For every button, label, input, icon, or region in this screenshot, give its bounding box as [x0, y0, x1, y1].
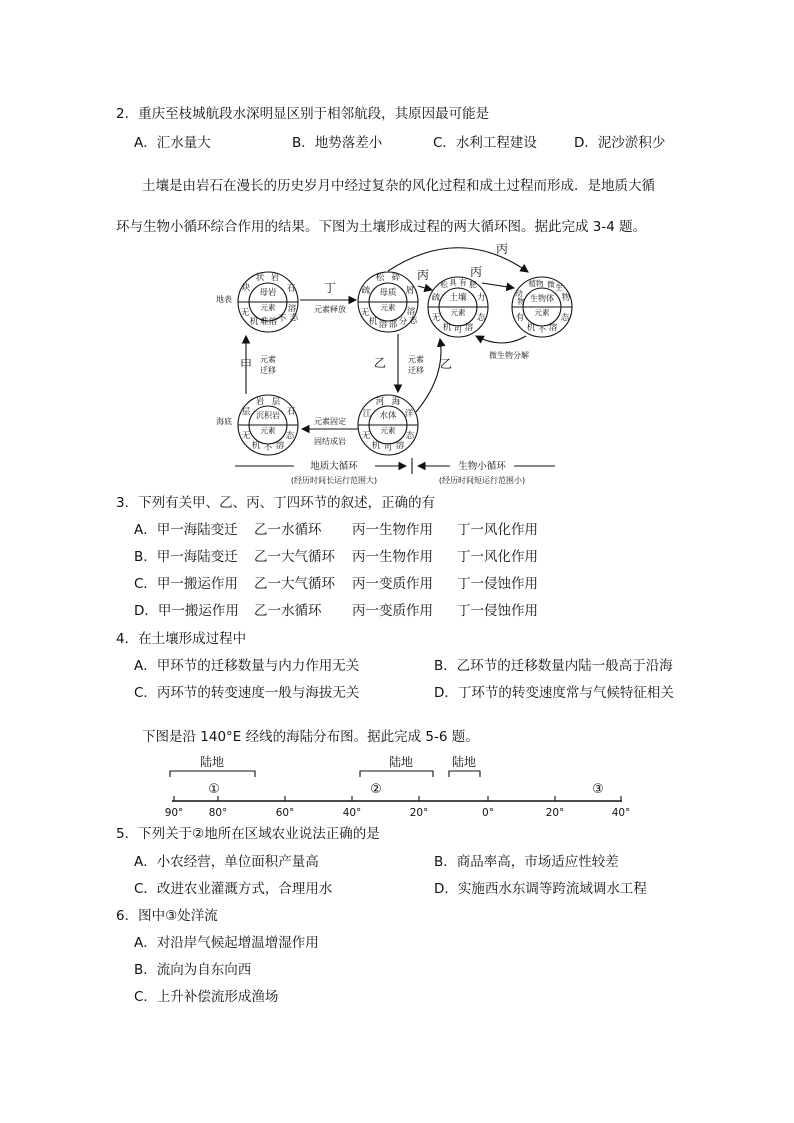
q4-stem: 4．在土壤形成过程中	[116, 631, 247, 647]
sediment-label-r: 石	[286, 407, 296, 417]
bio-label-in: 元素	[534, 308, 550, 317]
intro1-line1: 土壤是由岩石在漫长的历史岁月中经过复杂的风化过程和成土过程而形成．是地质大循	[142, 178, 655, 194]
label-migrate2-a: 元素	[408, 355, 424, 364]
regolith-label-in: 元素	[380, 303, 396, 312]
land-bracket-2	[360, 771, 433, 777]
tick-label-40: 40°	[342, 807, 362, 819]
soil-label-in: 元素	[450, 308, 466, 317]
arrow-label-yi2: 乙	[439, 357, 453, 371]
q5-stem: 5．下列关于②地所在区域农业说法正确的是	[116, 826, 380, 842]
regolith-label-b2: 溶	[378, 320, 388, 330]
q3-row-c-bing: 丙一变质作用	[352, 576, 433, 592]
label-release: 元素释放	[314, 305, 346, 314]
q3-stem: 3．下列有关甲、乙、丙、丁四环节的叙述，正确的有	[116, 495, 436, 511]
point-2: ②	[370, 782, 382, 797]
water-label-b2: 可	[383, 443, 393, 453]
label-decompose: 微生物分解	[489, 351, 529, 360]
q6-option-b: B．流向为自东向西	[134, 962, 252, 978]
q4-option-d: D．丁环节的转变速度常与气候特征相关	[434, 685, 674, 701]
water-label-l: 江	[362, 409, 372, 419]
q3-row-c-jia: C．甲一搬运作用	[134, 576, 238, 592]
q3-row-c-yi: 乙一大气循环	[254, 576, 335, 592]
q4-option-c: C．丙环节的转变速度一般与海拔无关	[134, 685, 360, 701]
soil-label-t1: 松	[440, 280, 448, 289]
arrow-bing-a	[418, 286, 432, 290]
bio-label-l1: 动	[515, 289, 523, 298]
water-label-mid: 水体	[379, 411, 397, 421]
arrow-label-bing1: 丙	[495, 242, 509, 256]
regolith-label-r: 屑	[405, 286, 415, 296]
regolith-label-mid: 母质	[379, 288, 397, 298]
rock-label-c: 块	[241, 283, 251, 293]
q3-row-b-ding: 丁一风化作用	[457, 549, 538, 565]
regolith-label-ll: 无	[360, 308, 370, 318]
tick-label-80: 80°	[208, 807, 228, 819]
q3-row-b-bing: 丙一生物作用	[352, 549, 433, 565]
bio-label-b2: 不	[537, 325, 547, 335]
land-bracket-3	[449, 771, 480, 777]
q5-option-b: B．商品率高，市场适应性较差	[434, 854, 619, 870]
label-seafloor: 海底	[216, 417, 232, 426]
arrow-label-bing2: 丙	[416, 268, 430, 282]
land-sea-strip	[160, 750, 640, 820]
q3-row-a-ding: 丁一风化作用	[457, 522, 538, 538]
sediment-label-in: 元素	[260, 426, 276, 435]
rock-label-b2: 难	[259, 317, 269, 327]
label-fix2: 固结成岩	[314, 437, 346, 446]
bio-label-r1: 物	[561, 293, 571, 303]
regolith-label-l: 疏	[361, 286, 371, 296]
water-label-b3: 溶	[395, 441, 405, 451]
rock-label-mid: 母岩	[259, 288, 277, 298]
regolith-label-b1: 机	[368, 317, 378, 327]
label-migrate-a: 元素	[260, 355, 276, 364]
bio-label-b3: 溶	[548, 323, 558, 333]
q5-option-a: A．小农经营，单位面积产量高	[134, 854, 319, 870]
rock-label-t1: 状	[255, 273, 265, 283]
arrow-bing-b	[482, 283, 514, 288]
bio-label-rr: 态	[560, 313, 570, 323]
sediment-label-t1: 岩	[255, 397, 265, 407]
soil-label-mid: 土壤	[449, 293, 467, 303]
rock-label-x: 态	[289, 313, 299, 323]
land-label-3: 陆地	[451, 755, 477, 769]
q6-option-c: C．上升补偿流形成渔场	[134, 989, 279, 1005]
sediment-label-ll: 无	[241, 431, 251, 441]
tick-label-60: 60°	[275, 807, 295, 819]
rock-label-l: 无	[240, 308, 250, 318]
regolith-label-b3: 部	[388, 320, 398, 330]
sediment-label-b1: 机	[251, 441, 261, 451]
soil-label-r: 力	[476, 293, 486, 303]
sediment-label-b3: 溶	[275, 441, 285, 451]
bio-label-ll: 有	[515, 313, 525, 323]
q3-row-b-yi: 乙一大气循环	[254, 549, 335, 565]
q6-option-a: A．对沿岸气候起增温增湿作用	[134, 935, 319, 951]
label-geo-cycle: 地质大循环	[310, 461, 358, 472]
sediment-label-t2: 层	[271, 397, 281, 407]
q3-row-a-yi: 乙一水循环	[254, 522, 322, 538]
water-label-t1: 河	[375, 397, 385, 407]
q2-stem: 2．重庆至枝城航段水深明显区别于相邻航段，其原因最可能是	[116, 106, 490, 122]
intro2: 下图是沿 140°E 经线的海陆分布图。据此完成 5-6 题。	[142, 729, 479, 745]
q2-option-d: D．泥沙淤积少	[574, 135, 666, 151]
point-1: ①	[208, 782, 220, 797]
rock-label-rr: 溶	[287, 304, 297, 314]
tick-label-90: 90°	[164, 807, 184, 819]
rock-label-in: 元素	[260, 303, 276, 312]
q3-row-d-jia: D．甲一搬运作用	[134, 603, 239, 619]
q3-row-d-ding: 丁一侵蚀作用	[457, 603, 538, 619]
sediment-label-b2: 不	[263, 443, 273, 453]
regolith-label-t2: 碎	[391, 273, 401, 283]
soil-cycle-diagram	[210, 238, 590, 488]
soil-label-l: 疏	[431, 293, 441, 303]
land-label-2: 陆地	[388, 755, 414, 769]
bio-label-t3: 生	[555, 283, 563, 292]
regolith-label-rr: 溶	[406, 307, 416, 317]
q5-option-c: C．改进农业灌溉方式，合理用水	[134, 881, 333, 897]
water-label-b1: 机	[371, 441, 381, 451]
water-label-rr: 态	[405, 431, 415, 441]
q2-option-c: C．水利工程建设	[433, 135, 537, 151]
arrow-decompose	[476, 336, 526, 343]
soil-label-b1: 机	[442, 323, 452, 333]
q3-row-a-bing: 丙一生物作用	[352, 522, 433, 538]
soil-label-t2: 具	[449, 278, 457, 287]
tick-label-20s: 20°	[545, 807, 565, 819]
soil-label-t4: 有	[459, 278, 467, 287]
q3-row-a-jia: A．甲一海陆变迁	[134, 522, 238, 538]
land-bracket-1	[170, 771, 255, 777]
q2-option-a: A．汇水量大	[134, 135, 211, 151]
point-3: ③	[592, 782, 604, 797]
tick-label-20: 20°	[409, 807, 429, 819]
q4-option-a: A．甲环节的迁移数量与内力作用无关	[134, 658, 360, 674]
arrow-label-bing3: 丙	[469, 265, 483, 279]
label-bio-note: (经历时间短运行范围小)	[438, 476, 526, 485]
q4-option-b: B．乙环节的迁移数量内陆一般高于沿海	[434, 658, 673, 674]
rock-label-b3: 溶	[268, 317, 278, 327]
q3-row-c-ding: 丁一侵蚀作用	[457, 576, 538, 592]
bio-label-t1: 植物	[528, 279, 544, 288]
water-label-in: 元素	[380, 426, 396, 435]
land-label-1: 陆地	[199, 755, 225, 769]
sediment-label-rr: 态	[285, 431, 295, 441]
label-migrate2-b: 迁移	[408, 366, 424, 375]
label-bio-cycle: 生物小循环	[458, 461, 506, 472]
soil-label-b2: 可	[453, 325, 463, 335]
bio-label-l2: 物	[517, 297, 525, 306]
q3-row-b-jia: B．甲一海陆变迁	[134, 549, 238, 565]
label-geo-note: (经历时间长运行范围大)	[290, 476, 378, 485]
bio-label-b1: 机	[526, 323, 536, 333]
q5-option-d: D．实施西水东调等跨流域调水工程	[434, 881, 647, 897]
rock-label-r: 石	[286, 284, 296, 294]
q6-stem: 6．图中③处洋流	[116, 908, 218, 924]
label-fix1: 元素固定	[314, 417, 346, 426]
bio-label-t2: 微	[547, 280, 555, 289]
regolith-label-t1: 松	[375, 273, 385, 283]
arrow-label-jia: 甲	[239, 358, 253, 372]
arrow-label-ding: 丁	[323, 281, 337, 295]
rock-label-t2: 岩	[270, 273, 280, 283]
soil-label-rr: 态	[476, 313, 486, 323]
q3-row-d-yi: 乙一水循环	[254, 603, 322, 619]
regolith-label-x: 态	[408, 316, 418, 326]
rock-label-b4: 不	[277, 314, 287, 324]
water-label-r: 洋	[404, 409, 414, 419]
tick-label-40s: 40°	[611, 807, 631, 819]
q3-row-d-bing: 丙一变质作用	[352, 603, 433, 619]
rock-label-b: 机	[249, 317, 259, 327]
q2-option-b: B．地势落差小	[292, 135, 383, 151]
sediment-label-l: 层	[241, 407, 251, 417]
sediment-label-mid: 沉积岩	[256, 411, 280, 420]
arrow-yi-up	[416, 339, 441, 412]
intro1-line2: 环与生物小循环综合作用的结果。下图为土壤形成过程的两大循环图。据此完成 3-4 题。	[116, 219, 647, 235]
soil-label-t3: 肥	[469, 280, 477, 289]
bio-label-mid: 生物体	[530, 294, 554, 303]
soil-label-b3: 溶	[464, 323, 474, 333]
label-surface: 地表	[216, 295, 232, 304]
tick-label-0: 0°	[482, 807, 494, 819]
water-label-ll: 无	[361, 431, 371, 441]
arrow-label-yi1: 乙	[373, 356, 387, 370]
regolith-label-b4: 分	[398, 317, 408, 327]
soil-label-ll: 无	[431, 313, 441, 323]
water-label-t2: 海	[391, 397, 401, 407]
label-migrate-b: 迁移	[260, 366, 276, 375]
